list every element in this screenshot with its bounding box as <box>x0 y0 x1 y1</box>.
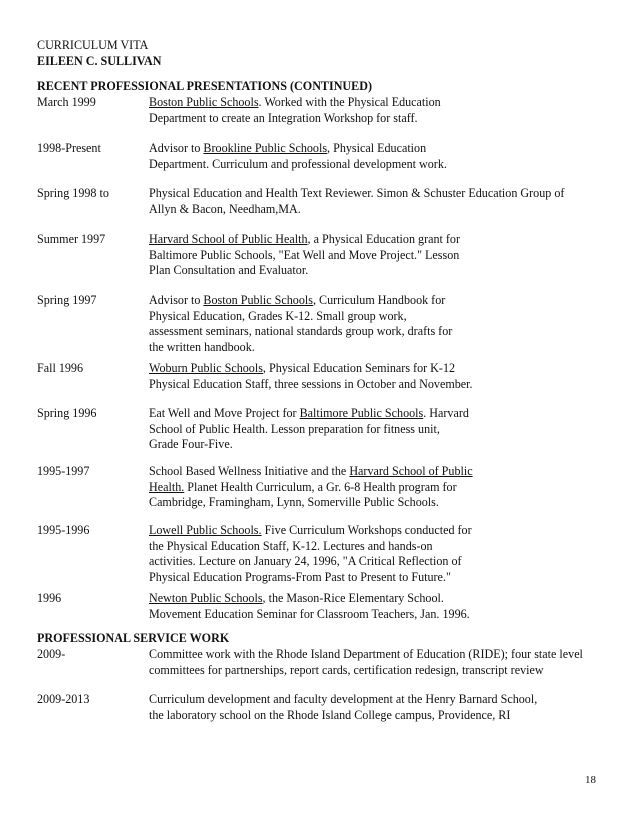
institution-name: Harvard School of Public <box>349 464 473 478</box>
description-line <box>149 539 614 555</box>
institution-name: Baltimore Public Schools <box>299 406 424 420</box>
text-segment: Committee work with the Rhode Island Department of Education (RIDE); four state level <box>149 647 583 661</box>
description-line <box>149 708 614 724</box>
description-line <box>149 377 614 393</box>
entry-description <box>149 95 614 126</box>
author-name: EILEEN C. SULLIVAN <box>37 54 162 68</box>
entry-date: 1995-1997 <box>37 464 90 478</box>
entry-date: 1996 <box>37 591 62 605</box>
entry-description <box>149 406 614 453</box>
text-segment: , Physical Education <box>327 141 427 155</box>
text-segment: . Harvard <box>423 406 469 420</box>
text-segment: Cambridge, Framingham, Lynn, Somerville Public Schools. <box>149 495 439 510</box>
description-line <box>149 523 614 539</box>
text-segment: , Curriculum Handbook for <box>312 293 446 307</box>
entry-date: Summer 1997 <box>37 232 106 246</box>
description-line <box>149 324 614 340</box>
section-heading-presentations: RECENT PROFESSIONAL PRESENTATIONS (CONTINUED) <box>37 79 372 93</box>
institution-name: Newton Public Schools <box>149 591 263 605</box>
description-line <box>149 340 614 356</box>
text-segment: Planet Health Curriculum, a Gr. 6-8 Health program for <box>184 479 457 494</box>
text-segment: assessment seminars, national standards group work, drafts for <box>149 324 453 339</box>
description-line <box>149 663 614 679</box>
text-segment: Movement Education Seminar for Classroom Teachers, Jan. 1996. <box>149 606 470 621</box>
description-line <box>149 554 614 570</box>
description-line <box>149 591 614 607</box>
description-line <box>149 309 614 325</box>
entry-description <box>149 692 614 723</box>
description-line <box>149 495 614 511</box>
text-segment: Department. Curriculum and professional development work. <box>149 156 447 171</box>
text-segment: Five Curriculum Workshops conducted for <box>261 523 472 537</box>
text-segment: Department to create an Integration Workshop for staff. <box>149 110 418 125</box>
description-line <box>149 464 614 480</box>
description-line <box>149 692 614 708</box>
text-segment: Advisor to <box>149 293 204 307</box>
entry-description <box>149 232 614 279</box>
entry-date: Spring 1997 <box>37 293 97 307</box>
institution-name: Health. <box>149 479 185 494</box>
description-line <box>149 480 614 496</box>
entry-description <box>149 361 614 392</box>
text-segment: Baltimore Public Schools, "Eat Well and Move Project." Lesson <box>149 247 460 262</box>
text-segment: School Based Wellness Initiative and the <box>149 464 350 478</box>
text-segment: Allyn & Bacon, Needham,MA. <box>149 201 301 216</box>
text-segment: , Physical Education Seminars for K-12 <box>262 361 456 375</box>
description-line <box>149 248 614 264</box>
text-segment: Advisor to <box>149 141 204 155</box>
text-segment: Physical Education Programs-From Past to Present to Future." <box>149 569 451 584</box>
text-segment: Curriculum development and faculty development at the Henry Barnard School, <box>149 692 538 706</box>
text-segment: committees for partnerships, report cards, certification redesign, transcript review <box>149 662 544 677</box>
entry-date: March 1999 <box>37 95 96 109</box>
entry-description <box>149 141 614 172</box>
entry-description <box>149 464 614 511</box>
entry-date: 2009- <box>37 647 66 661</box>
description-line <box>149 437 614 453</box>
description-line <box>149 232 614 248</box>
entry-description <box>149 293 614 355</box>
text-segment: School of Public Health. Lesson preparation for fitness unit, <box>149 421 440 436</box>
section-heading-service: PROFESSIONAL SERVICE WORK <box>37 631 230 645</box>
entry-date: Spring 1996 <box>37 406 97 420</box>
description-line <box>149 647 614 663</box>
entry-description <box>149 647 614 678</box>
description-line <box>149 141 614 157</box>
text-segment: . Worked with the Physical Education <box>258 95 441 109</box>
text-segment: Eat Well and Move Project for <box>149 406 300 420</box>
page-number: 18 <box>585 774 596 786</box>
institution-name: Harvard School of Public Health <box>149 232 308 246</box>
document-title: CURRICULUM VITA <box>37 38 149 52</box>
text-segment: the laboratory school on the Rhode Island College campus, Providence, RI <box>149 707 511 722</box>
entry-date: Fall 1996 <box>37 361 84 375</box>
text-segment: , a Physical Education grant for <box>307 232 461 246</box>
description-line <box>149 95 614 111</box>
text-segment: activities. Lecture on January 24, 1996, "A Critical Reflection of <box>149 554 462 569</box>
text-segment: the Physical Education Staff, K-12. Lectures and hands-on <box>149 538 433 553</box>
text-segment: Physical Education Staff, three sessions in October and November. <box>149 376 473 391</box>
description-line <box>149 157 614 173</box>
description-line <box>149 186 614 202</box>
institution-name: Lowell Public Schools. <box>149 523 262 537</box>
description-line <box>149 293 614 309</box>
description-line <box>149 422 614 438</box>
description-line <box>149 607 614 623</box>
description-line <box>149 361 614 377</box>
text-segment: the written handbook. <box>149 339 255 354</box>
description-line <box>149 406 614 422</box>
text-segment: Physical Education and Health Text Reviewer. Simon & Schuster Education Group of <box>149 186 565 200</box>
text-segment: , the Mason-Rice Elementary School. <box>262 591 444 605</box>
description-line <box>149 111 614 127</box>
entry-date: 1998-Present <box>37 141 101 155</box>
institution-name: Boston Public Schools <box>149 95 259 109</box>
text-segment: Plan Consultation and Evaluator. <box>149 263 309 278</box>
entry-description <box>149 523 614 585</box>
entry-description <box>149 186 614 217</box>
text-segment: Grade Four-Five. <box>149 437 233 452</box>
institution-name: Brookline Public Schools <box>203 141 328 155</box>
text-segment: Physical Education, Grades K-12. Small group work, <box>149 308 407 323</box>
institution-name: Boston Public Schools <box>203 293 313 307</box>
entry-date: Spring 1998 to <box>37 186 109 200</box>
description-line <box>149 570 614 586</box>
entry-date: 2009-2013 <box>37 692 90 706</box>
institution-name: Woburn Public Schools <box>149 361 263 375</box>
entry-description <box>149 591 614 622</box>
description-line <box>149 263 614 279</box>
description-line <box>149 202 614 218</box>
entry-date: 1995-1996 <box>37 523 90 537</box>
